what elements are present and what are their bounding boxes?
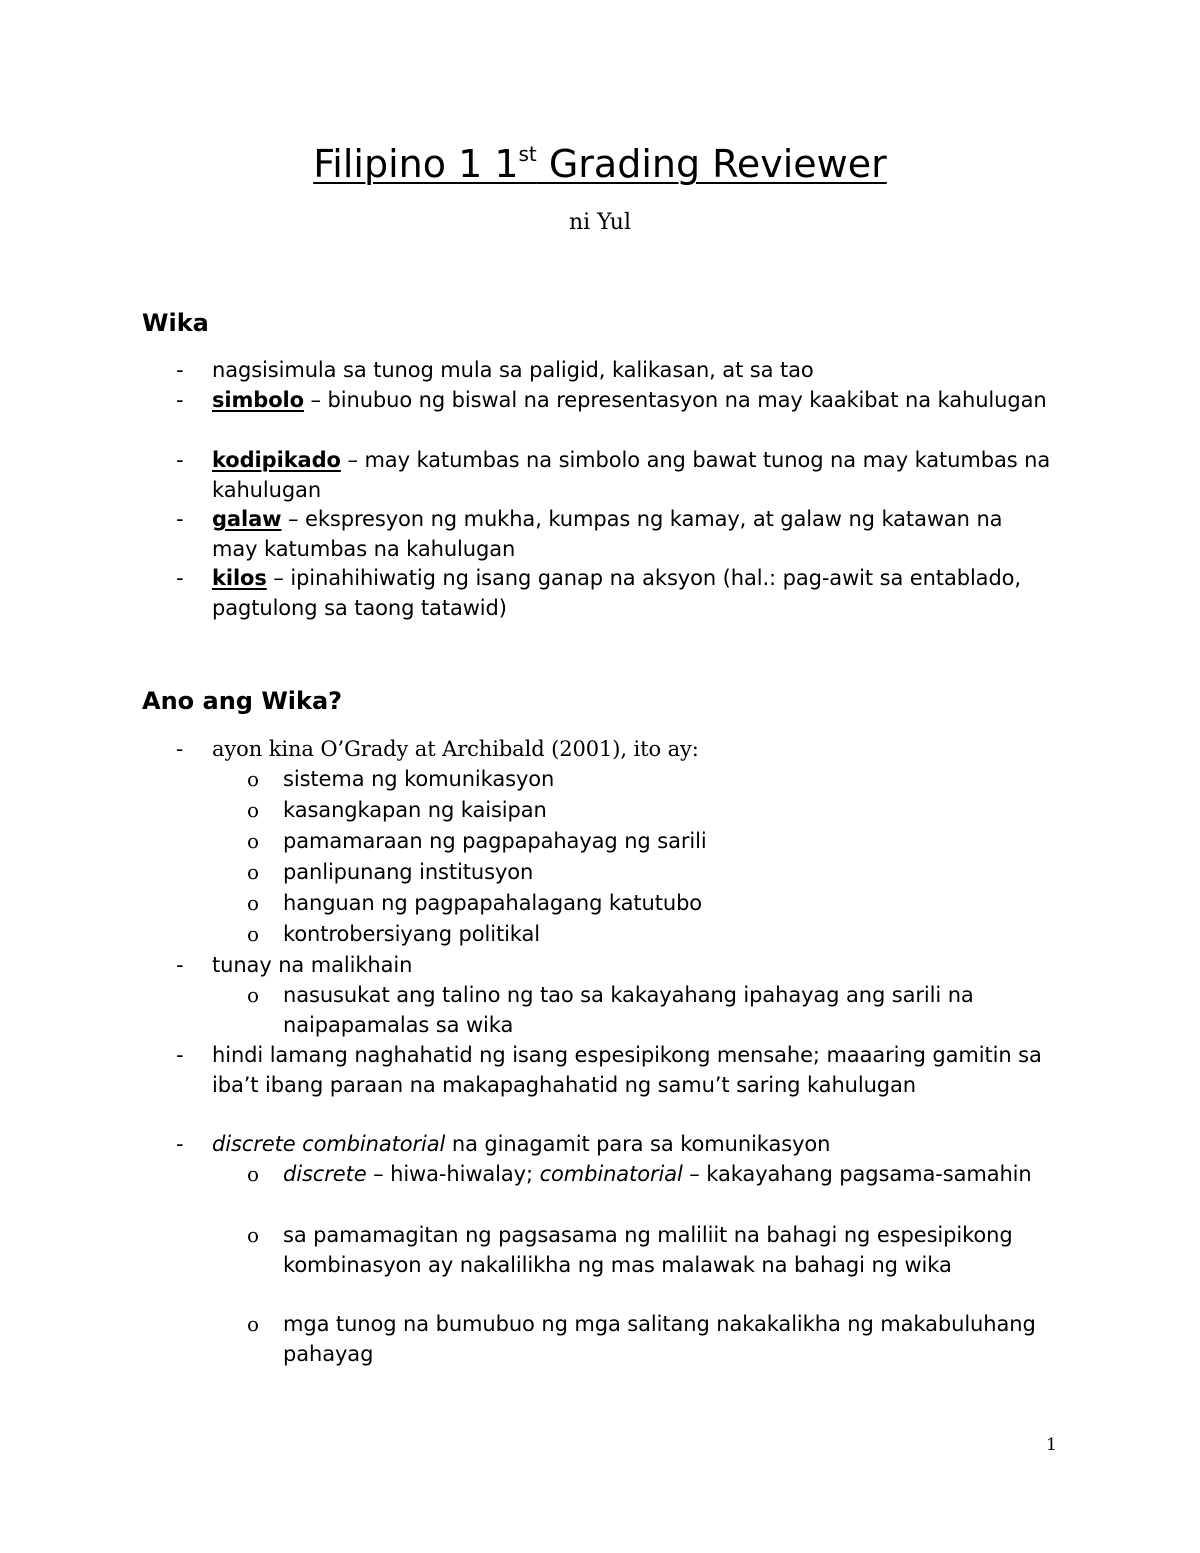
circle-bullet: o [247,860,259,884]
term-kilos: kilos [212,566,267,590]
section-heading-wika: Wika [142,309,209,337]
document-title [0,140,1200,188]
circle-bullet: o [247,983,259,1007]
sub-list-item-text: – hiwa-hiwalay; [366,1162,540,1186]
sub-list-item-text: kontrobersiyang politikal [283,922,541,946]
sub-list-item-text: kasangkapan ng kaisipan [283,798,547,822]
term-galaw: galaw [212,507,282,531]
sub-list-item [247,1309,1063,1369]
dash-bullet: - [176,448,184,472]
sub-list-item [247,888,1063,918]
list-item-text: – ipinahihiwatig ng isang ganap na aksyon (hal.: pag-awit sa entablado, pagtulong sa taong tatawid) [212,566,1022,620]
section-heading-ano-ang-wika: Ano ang Wika? [142,687,343,715]
sub-list-item [247,764,1063,794]
dash-bullet: - [176,358,184,382]
list-item-text: na ginagamit para sa komunikasyon [445,1132,831,1156]
list-item [176,734,1052,764]
italic-term: combinatorial [539,1162,683,1186]
sub-list-item [247,795,1063,825]
sub-list-item [247,857,1063,887]
sub-list-item [247,980,1063,1040]
list-item-text: – may katumbas na simbolo ang bawat tunog na may katumbas na kahulugan [212,448,1051,502]
list-item [176,950,1052,980]
list-item [176,355,1052,385]
circle-bullet: o [247,1312,259,1336]
list-item [176,385,1052,415]
sub-list-item-text: sa pamamagitan ng pagsasama ng maliliit na bahagi ng espesipikong kombinasyon ay nakalilikha ng mas malawak na bahagi ng wika [283,1223,1013,1277]
list-item [176,1129,1052,1159]
italic-term: discrete combinatorial [212,1132,446,1156]
sub-list-item-text: panlipunang institusyon [283,860,534,884]
term-kodipikado: kodipikado [212,448,341,472]
list-item-text: nagsisimula sa tunog mula sa paligid, kalikasan, at sa tao [212,358,814,382]
circle-bullet: o [247,829,259,853]
italic-term: discrete [283,1162,367,1186]
sub-list-item-text: hanguan ng pagpapahalagang katutubo [283,891,703,915]
circle-bullet: o [247,798,259,822]
dash-bullet: - [176,1132,184,1156]
term-simbolo: simbolo [212,388,304,412]
circle-bullet: o [247,891,259,915]
sub-list-item [247,1159,1063,1189]
circle-bullet: o [247,1223,259,1247]
list-item-text: tunay na malikhain [212,953,413,977]
dash-bullet: - [176,566,184,590]
dash-bullet: - [176,507,184,531]
title-text: Filipino 1 1 [313,142,519,186]
circle-bullet: o [247,1162,259,1186]
sub-list-item [247,919,1063,949]
list-item [176,563,1052,623]
sub-list-item [247,1220,1063,1280]
sub-list-item-text: mga tunog na bumubuo ng mga salitang nakakalikha ng makabuluhang pahayag [283,1312,1036,1366]
dash-bullet: - [176,388,184,412]
sub-list-item-text: nasusukat ang talino ng tao sa kakayahang ipahayag ang sarili na naipapamalas sa wika [283,983,974,1037]
dash-bullet: - [176,737,183,761]
sub-list-item-text: pamamaraan ng pagpapahayag ng sarili [283,829,707,853]
circle-bullet: o [247,922,259,946]
list-item-text: – binubuo ng biswal na representasyon na may kaakibat na kahulugan [303,388,1047,412]
list-item [176,504,1052,564]
dash-bullet: - [176,953,184,977]
sub-list-item-text: sistema ng komunikasyon [283,767,555,791]
list-item-text: ayon kina O’Grady at Archibald (2001), ito ay: [212,737,699,761]
list-item-text: – ekspresyon ng mukha, kumpas ng kamay, at galaw ng katawan na may katumbas na kahulugan [212,507,1003,561]
list-item [176,445,1052,505]
sub-list-item [247,826,1063,856]
circle-bullet: o [247,767,259,791]
title-superscript: st [518,142,537,166]
author-line: ni Yul [568,210,631,235]
sub-list-item-text: – kakayahang pagsama-samahin [682,1162,1032,1186]
list-item [176,1040,1052,1100]
dash-bullet: - [176,1043,184,1067]
title-text-rest: Grading Reviewer [536,142,887,186]
list-item-text: hindi lamang naghahatid ng isang espesipikong mensahe; maaaring gamitin sa iba’t ibang paraan na makapaghahatid ng samu’t saring kahulugan [212,1043,1042,1097]
page-number: 1 [1046,1435,1057,1455]
